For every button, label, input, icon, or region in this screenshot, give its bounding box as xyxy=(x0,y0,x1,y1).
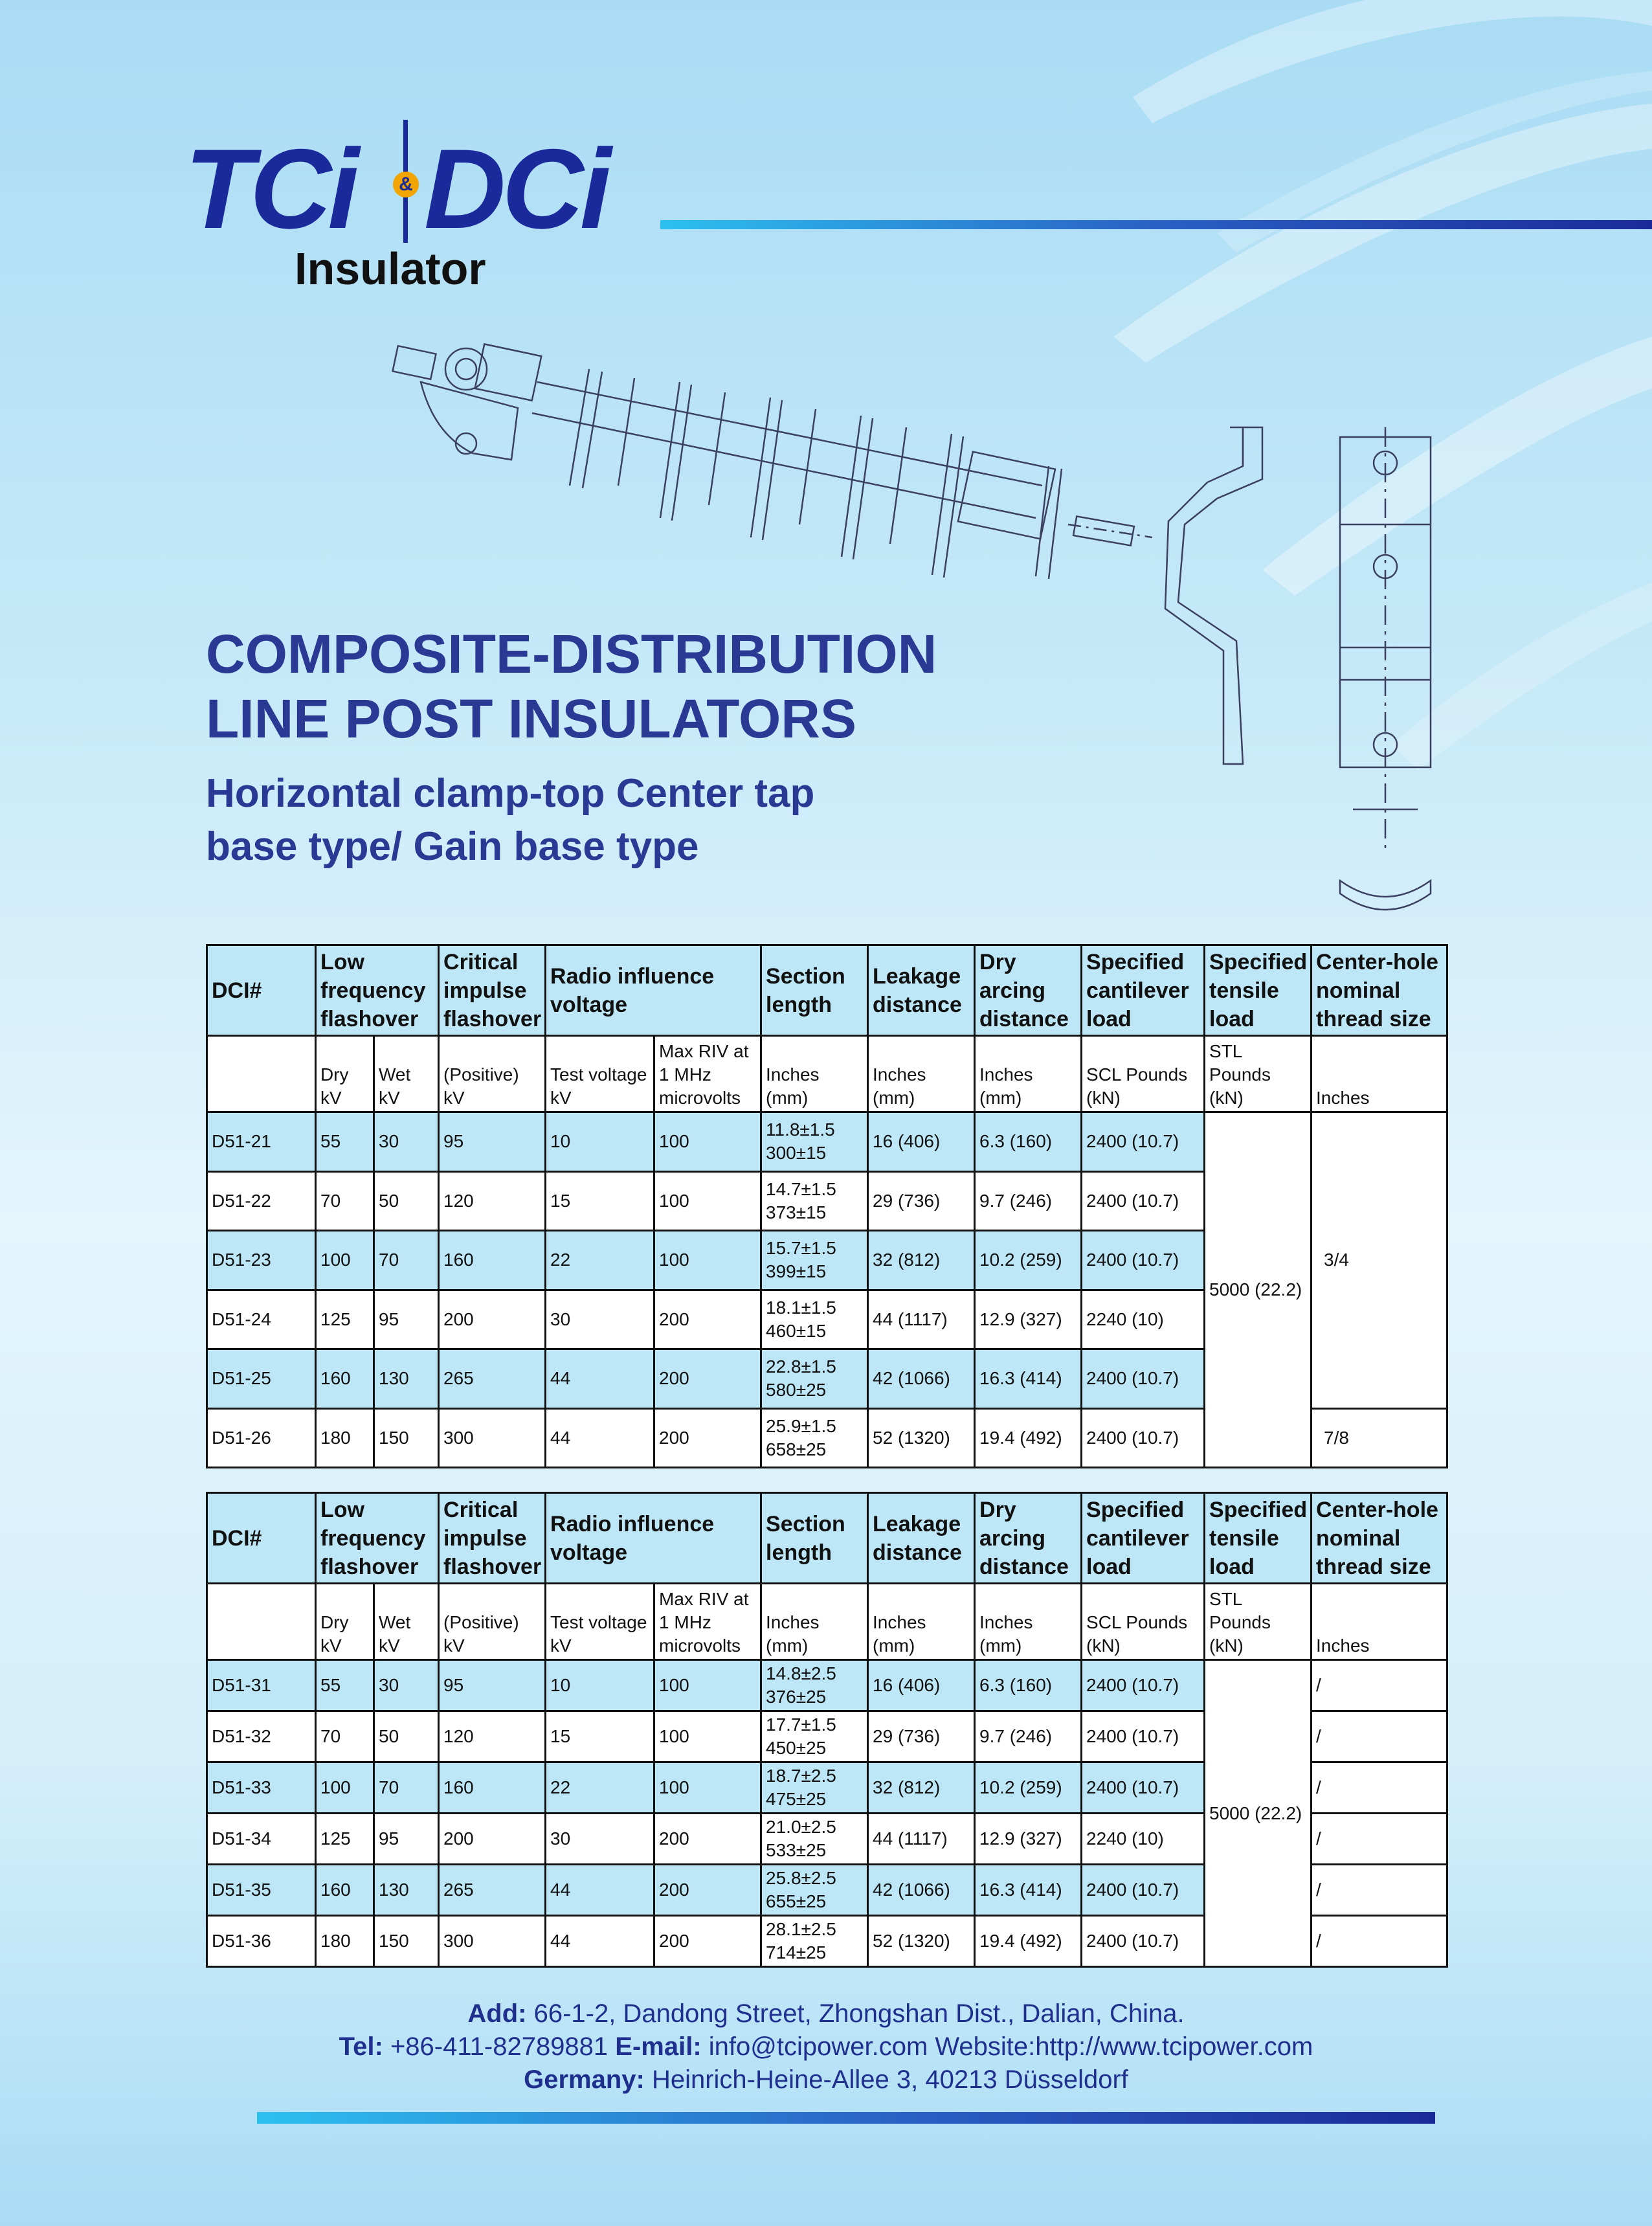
cell-wet: 50 xyxy=(374,1711,439,1762)
cell-thread: / xyxy=(1312,1814,1447,1865)
header-critical-impulse: Critical impulse flashover xyxy=(439,1493,546,1584)
cell-dci: D51-32 xyxy=(207,1711,316,1762)
cell-riv: 100 xyxy=(654,1762,761,1814)
cell-section-inches: 22.8±1.5 xyxy=(766,1356,836,1377)
cell-scl: 2400 (10.7) xyxy=(1082,1171,1205,1231)
subtitle-line-1: Horizontal clamp-top Center tap xyxy=(206,771,815,816)
cell-wet: 95 xyxy=(374,1290,439,1349)
cell-section-inches: 17.7±1.5 xyxy=(766,1714,836,1735)
cell-test: 10 xyxy=(546,1112,654,1172)
cell-leakage: 42 (1066) xyxy=(868,1349,975,1409)
subheader-blank xyxy=(207,1036,316,1112)
cell-section xyxy=(761,1112,868,1172)
header-cantilever: Specified cantilever load xyxy=(1082,1493,1205,1584)
header-cantilever: Specified cantilever load xyxy=(1082,945,1205,1036)
cell-positive: 160 xyxy=(439,1762,546,1814)
header-leakage: Leakage distance xyxy=(868,945,975,1036)
cell-arcing: 12.9 (327) xyxy=(975,1290,1082,1349)
cell-positive: 95 xyxy=(439,1112,546,1172)
email-label: E-mail: xyxy=(615,2032,702,2061)
subheader-stl: STL Pounds (kN) xyxy=(1205,1584,1312,1660)
header-low-frequency: Low frequency flashover xyxy=(316,1493,439,1584)
cell-scl: 2400 (10.7) xyxy=(1082,1865,1205,1916)
cell-section xyxy=(761,1814,868,1865)
cell-wet: 70 xyxy=(374,1231,439,1290)
cell-positive: 160 xyxy=(439,1231,546,1290)
cell-scl: 2400 (10.7) xyxy=(1082,1231,1205,1290)
header-dci: DCI# xyxy=(207,945,316,1036)
cell-scl: 2240 (10) xyxy=(1082,1814,1205,1865)
cell-section xyxy=(761,1711,868,1762)
cell-dry: 125 xyxy=(316,1290,374,1349)
cell-section-mm: 533±25 xyxy=(766,1840,827,1860)
cell-positive: 200 xyxy=(439,1290,546,1349)
subheader-max-riv: Max RIV at 1 MHz microvolts xyxy=(654,1036,761,1112)
cell-leakage: 44 (1117) xyxy=(868,1290,975,1349)
cell-section-mm: 376±25 xyxy=(766,1687,827,1707)
cell-dry: 70 xyxy=(316,1171,374,1231)
cell-section-mm: 450±25 xyxy=(766,1738,827,1758)
logo-dci: DCi xyxy=(424,126,608,253)
company-logo xyxy=(184,120,651,308)
cell-leakage: 29 (736) xyxy=(868,1171,975,1231)
cell-scl: 2400 (10.7) xyxy=(1082,1112,1205,1172)
cell-arcing: 9.7 (246) xyxy=(975,1171,1082,1231)
cell-leakage: 52 (1320) xyxy=(868,1916,975,1967)
cell-wet: 30 xyxy=(374,1112,439,1172)
cell-arcing: 10.2 (259) xyxy=(975,1231,1082,1290)
cell-scl: 2400 (10.7) xyxy=(1082,1916,1205,1967)
subheader-positive: (Positive) kV xyxy=(439,1036,546,1112)
subtitle-line-2: base type/ Gain base type xyxy=(206,824,699,869)
logo-tci: TCi xyxy=(184,126,355,253)
cell-leakage: 52 (1320) xyxy=(868,1408,975,1468)
cell-section-mm: 399±15 xyxy=(766,1261,827,1282)
cell-riv: 200 xyxy=(654,1865,761,1916)
cell-dci: D51-23 xyxy=(207,1231,316,1290)
subheader-arcing-unit: Inches (mm) xyxy=(975,1584,1082,1660)
cell-section xyxy=(761,1171,868,1231)
cell-positive: 265 xyxy=(439,1349,546,1409)
cell-dci: D51-35 xyxy=(207,1865,316,1916)
cell-section xyxy=(761,1660,868,1711)
header-radio-influence: Radio influence voltage xyxy=(546,1493,761,1584)
subheader-dry: Dry kV xyxy=(316,1584,374,1660)
footer-address-line xyxy=(0,1997,1652,2030)
cell-wet: 95 xyxy=(374,1814,439,1865)
cell-arcing: 12.9 (327) xyxy=(975,1814,1082,1865)
cell-leakage: 16 (406) xyxy=(868,1112,975,1172)
header-dry-arcing: Dry arcing distance xyxy=(975,1493,1082,1584)
footer-rule xyxy=(257,2112,1435,2124)
cell-thread-merged: 3/4 xyxy=(1312,1112,1447,1409)
cell-test: 22 xyxy=(546,1231,654,1290)
cell-arcing: 6.3 (160) xyxy=(975,1660,1082,1711)
cell-dci: D51-25 xyxy=(207,1349,316,1409)
cell-leakage: 16 (406) xyxy=(868,1660,975,1711)
footer-contact-line xyxy=(0,2030,1652,2063)
cell-wet: 70 xyxy=(374,1762,439,1814)
subheader-max-riv: Max RIV at 1 MHz microvolts xyxy=(654,1584,761,1660)
header-rule xyxy=(660,220,1652,229)
spec-table-gain-base xyxy=(206,1492,1448,1968)
subheader-thread-unit: Inches xyxy=(1312,1584,1447,1660)
cell-riv: 100 xyxy=(654,1711,761,1762)
header-section-length: Section length xyxy=(761,945,868,1036)
cell-positive: 120 xyxy=(439,1171,546,1231)
cell-dry: 70 xyxy=(316,1711,374,1762)
cell-riv: 200 xyxy=(654,1916,761,1967)
cell-arcing: 10.2 (259) xyxy=(975,1762,1082,1814)
cell-arcing: 19.4 (492) xyxy=(975,1408,1082,1468)
page-title xyxy=(206,622,937,751)
cell-arcing: 6.3 (160) xyxy=(975,1112,1082,1172)
cell-dci: D51-21 xyxy=(207,1112,316,1172)
table-row xyxy=(207,1660,1447,1711)
cell-riv: 200 xyxy=(654,1408,761,1468)
cell-thread: / xyxy=(1312,1711,1447,1762)
cell-thread: / xyxy=(1312,1916,1447,1967)
cell-section-mm: 300±15 xyxy=(766,1143,827,1164)
cell-scl: 2240 (10) xyxy=(1082,1290,1205,1349)
cell-dci: D51-24 xyxy=(207,1290,316,1349)
cell-section xyxy=(761,1762,868,1814)
cell-riv: 100 xyxy=(654,1171,761,1231)
cell-scl: 2400 (10.7) xyxy=(1082,1711,1205,1762)
cell-section-inches: 11.8±1.5 xyxy=(766,1119,835,1140)
cell-test: 15 xyxy=(546,1171,654,1231)
cell-arcing: 16.3 (414) xyxy=(975,1865,1082,1916)
subheader-test-voltage: Test voltage kV xyxy=(546,1584,654,1660)
cell-dry: 125 xyxy=(316,1814,374,1865)
header-center-hole: Center-hole nominal thread size xyxy=(1312,1493,1447,1584)
header-critical-impulse: Critical impulse flashover xyxy=(439,945,546,1036)
address-label: Add: xyxy=(467,1999,527,2028)
cell-test: 10 xyxy=(546,1660,654,1711)
subheader-section-unit: Inches (mm) xyxy=(761,1036,868,1112)
cell-thread: / xyxy=(1312,1865,1447,1916)
cell-leakage: 29 (736) xyxy=(868,1711,975,1762)
subheader-arcing-unit: Inches (mm) xyxy=(975,1036,1082,1112)
cell-positive: 265 xyxy=(439,1865,546,1916)
cell-dry: 160 xyxy=(316,1349,374,1409)
cell-dci: D51-22 xyxy=(207,1171,316,1231)
email-website-text[interactable]: info@tcipower.com Website:http://www.tcipower.com xyxy=(701,2032,1313,2061)
cell-section-inches: 25.9±1.5 xyxy=(766,1415,836,1436)
header-low-frequency: Low frequency flashover xyxy=(316,945,439,1036)
title-line-2: LINE POST INSULATORS xyxy=(206,688,856,749)
cell-test: 30 xyxy=(546,1290,654,1349)
tel-text: +86-411-82789881 xyxy=(383,2032,616,2061)
cell-dry: 100 xyxy=(316,1231,374,1290)
cell-dry: 100 xyxy=(316,1762,374,1814)
germany-label: Germany: xyxy=(524,2065,645,2094)
cell-test: 30 xyxy=(546,1814,654,1865)
cell-positive: 120 xyxy=(439,1711,546,1762)
germany-text: Heinrich-Heine-Allee 3, 40213 Düsseldorf xyxy=(644,2065,1128,2094)
cell-riv: 100 xyxy=(654,1231,761,1290)
header-tensile: Specified tensile load xyxy=(1205,945,1312,1036)
cell-leakage: 32 (812) xyxy=(868,1762,975,1814)
cell-scl: 2400 (10.7) xyxy=(1082,1408,1205,1468)
header-radio-influence: Radio influence voltage xyxy=(546,945,761,1036)
cell-section xyxy=(761,1231,868,1290)
cell-section-inches: 14.7±1.5 xyxy=(766,1178,836,1199)
cell-riv: 200 xyxy=(654,1290,761,1349)
cell-test: 15 xyxy=(546,1711,654,1762)
page-subtitle xyxy=(206,767,814,873)
logo-subtitle: Insulator xyxy=(295,243,486,294)
cell-test: 44 xyxy=(546,1865,654,1916)
spec-table-center-tap xyxy=(206,944,1448,1468)
cell-wet: 50 xyxy=(374,1171,439,1231)
cell-riv: 100 xyxy=(654,1660,761,1711)
cell-test: 22 xyxy=(546,1762,654,1814)
cell-scl: 2400 (10.7) xyxy=(1082,1762,1205,1814)
cell-wet: 150 xyxy=(374,1408,439,1468)
cell-section-inches: 18.1±1.5 xyxy=(766,1297,836,1318)
cell-dry: 55 xyxy=(316,1660,374,1711)
cell-riv: 200 xyxy=(654,1814,761,1865)
subheader-test-voltage: Test voltage kV xyxy=(546,1036,654,1112)
cell-positive: 300 xyxy=(439,1916,546,1967)
subheader-stl: STL Pounds (kN) xyxy=(1205,1036,1312,1112)
cell-section-mm: 580±25 xyxy=(766,1380,827,1400)
cell-section xyxy=(761,1290,868,1349)
cell-scl: 2400 (10.7) xyxy=(1082,1349,1205,1409)
subheader-wet: Wet kV xyxy=(374,1584,439,1660)
cell-arcing: 9.7 (246) xyxy=(975,1711,1082,1762)
subheader-leakage-unit: Inches (mm) xyxy=(868,1036,975,1112)
subheader-thread-unit: Inches xyxy=(1312,1036,1447,1112)
cell-leakage: 42 (1066) xyxy=(868,1865,975,1916)
cell-section-inches: 25.8±2.5 xyxy=(766,1868,836,1888)
cell-dci: D51-36 xyxy=(207,1916,316,1967)
cell-dry: 160 xyxy=(316,1865,374,1916)
cell-thread: / xyxy=(1312,1762,1447,1814)
subheader-dry: Dry kV xyxy=(316,1036,374,1112)
cell-dry: 180 xyxy=(316,1916,374,1967)
cell-positive: 300 xyxy=(439,1408,546,1468)
subheader-positive: (Positive) kV xyxy=(439,1584,546,1660)
cell-tensile-merged: 5000 (22.2) xyxy=(1205,1112,1312,1468)
cell-leakage: 32 (812) xyxy=(868,1231,975,1290)
cell-section-inches: 21.0±2.5 xyxy=(766,1817,836,1837)
cell-dci: D51-31 xyxy=(207,1660,316,1711)
tel-label: Tel: xyxy=(339,2032,383,2061)
header-section-length: Section length xyxy=(761,1493,868,1584)
cell-section xyxy=(761,1916,868,1967)
cell-section-mm: 460±15 xyxy=(766,1320,827,1341)
cell-riv: 200 xyxy=(654,1349,761,1409)
subheader-blank xyxy=(207,1584,316,1660)
cell-test: 44 xyxy=(546,1916,654,1967)
subheader-section-unit: Inches (mm) xyxy=(761,1584,868,1660)
header-center-hole: Center-hole nominal thread size xyxy=(1312,945,1447,1036)
cell-positive: 95 xyxy=(439,1660,546,1711)
header-tensile: Specified tensile load xyxy=(1205,1493,1312,1584)
cell-dci: D51-26 xyxy=(207,1408,316,1468)
cell-section-inches: 14.8±2.5 xyxy=(766,1663,836,1683)
cell-dci: D51-33 xyxy=(207,1762,316,1814)
cell-section-inches: 15.7±1.5 xyxy=(766,1238,836,1259)
header-leakage: Leakage distance xyxy=(868,1493,975,1584)
cell-test: 44 xyxy=(546,1349,654,1409)
cell-section-inches: 18.7±2.5 xyxy=(766,1766,836,1786)
subheader-scl: SCL Pounds (kN) xyxy=(1082,1036,1205,1112)
header-dry-arcing: Dry arcing distance xyxy=(975,945,1082,1036)
cell-tensile-merged: 5000 (22.2) xyxy=(1205,1660,1312,1967)
logo-ampersand: & xyxy=(393,172,419,197)
cell-arcing: 16.3 (414) xyxy=(975,1349,1082,1409)
cell-dry: 55 xyxy=(316,1112,374,1172)
cell-section-mm: 475±25 xyxy=(766,1789,827,1809)
subheader-scl: SCL Pounds (kN) xyxy=(1082,1584,1205,1660)
cell-thread: 7/8 xyxy=(1312,1408,1447,1468)
cell-wet: 30 xyxy=(374,1660,439,1711)
cell-thread: / xyxy=(1312,1660,1447,1711)
cell-riv: 100 xyxy=(654,1112,761,1172)
address-text: 66-1-2, Dandong Street, Zhongshan Dist., Dalian, China. xyxy=(526,1999,1185,2028)
subheader-leakage-unit: Inches (mm) xyxy=(868,1584,975,1660)
cell-wet: 130 xyxy=(374,1865,439,1916)
title-line-1: COMPOSITE-DISTRIBUTION xyxy=(206,624,937,684)
header-dci: DCI# xyxy=(207,1493,316,1584)
cell-arcing: 19.4 (492) xyxy=(975,1916,1082,1967)
contact-footer xyxy=(0,1997,1652,2097)
cell-positive: 200 xyxy=(439,1814,546,1865)
cell-section-inches: 28.1±2.5 xyxy=(766,1919,836,1939)
cell-test: 44 xyxy=(546,1408,654,1468)
cell-section xyxy=(761,1408,868,1468)
cell-scl: 2400 (10.7) xyxy=(1082,1660,1205,1711)
cell-section xyxy=(761,1349,868,1409)
cell-section-mm: 714±25 xyxy=(766,1942,827,1962)
cell-dci: D51-34 xyxy=(207,1814,316,1865)
cell-section-mm: 373±15 xyxy=(766,1202,827,1222)
cell-dry: 180 xyxy=(316,1408,374,1468)
cell-section xyxy=(761,1865,868,1916)
table-row xyxy=(207,1112,1447,1172)
cell-leakage: 44 (1117) xyxy=(868,1814,975,1865)
cell-wet: 130 xyxy=(374,1349,439,1409)
cell-wet: 150 xyxy=(374,1916,439,1967)
footer-germany-line xyxy=(0,2063,1652,2097)
cell-section-mm: 655±25 xyxy=(766,1891,827,1911)
subheader-wet: Wet kV xyxy=(374,1036,439,1112)
cell-section-mm: 658±25 xyxy=(766,1439,827,1459)
